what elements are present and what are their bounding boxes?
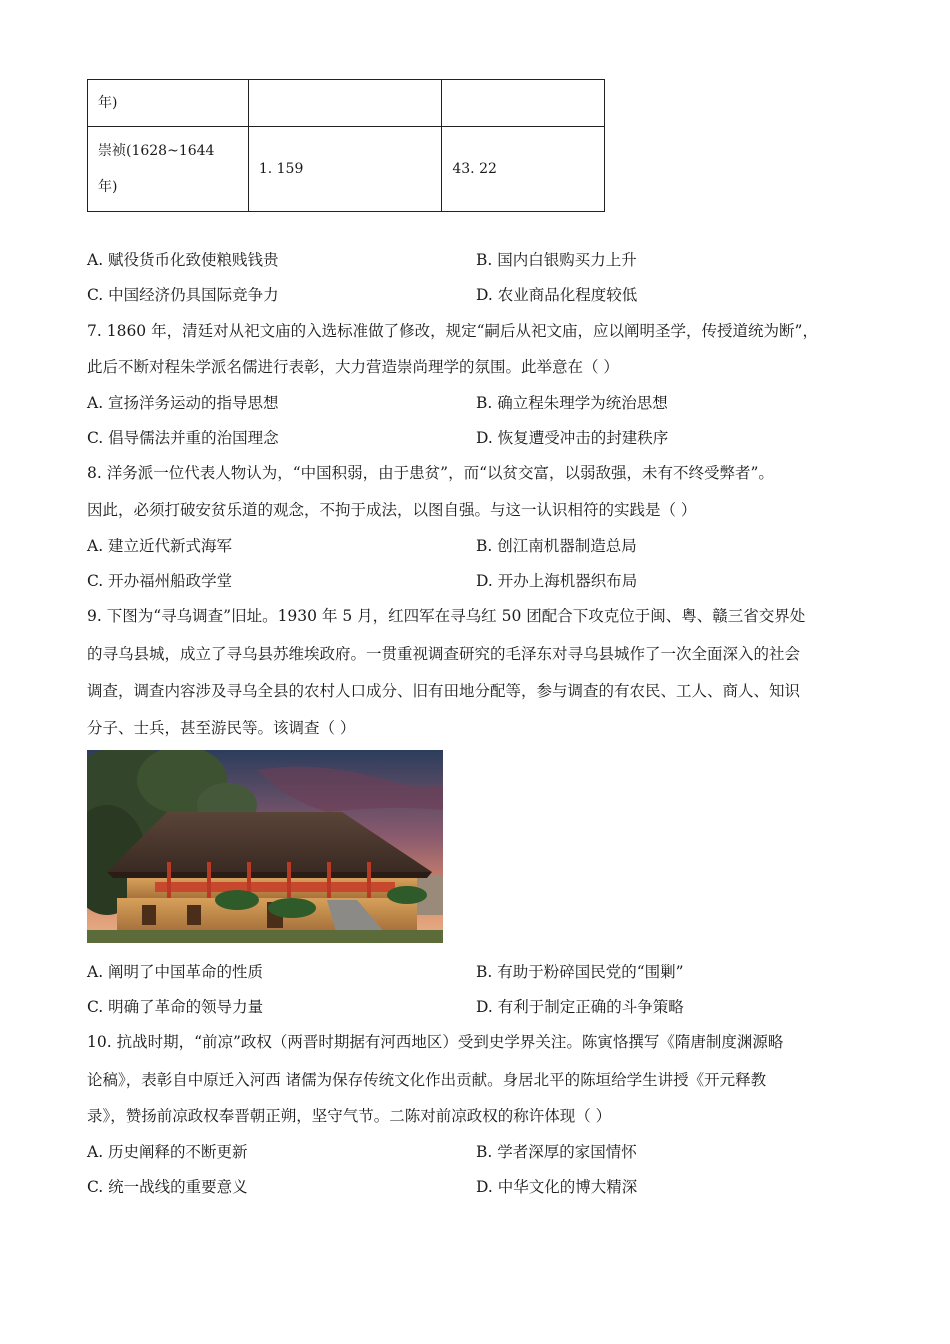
q6-option-d[interactable]: D. 农业商品化程度较低 [476, 286, 638, 304]
q7-stem-line: 此后不断对程朱学派名儒进行表彰，大力营造崇尚理学的氛围。此举意在（ ） [87, 358, 619, 376]
q10-option-d[interactable]: D. 中华文化的博大精深 [476, 1178, 638, 1196]
q10-option-b[interactable]: B. 学者深厚的家国情怀 [476, 1143, 637, 1161]
q8-option-a[interactable]: A. 建立近代新式海军 [87, 537, 233, 555]
table-cell-period [88, 127, 249, 212]
data-table [87, 79, 605, 212]
q7-stem-line: 7. 1860 年，清廷对从祀文庙的入选标准做了修改，规定“嗣后从祀文庙，应以阐明圣学，传授道统为断”， [87, 322, 818, 340]
q8-stem-line: 8. 洋务派一位代表人物认为，“中国积弱，由于患贫”，而“以贫交富，以弱敌强，未有不终受弊者”。 [87, 464, 774, 482]
q10-stem-line: 录》，赞扬前凉政权奉晋朝正朔，坚守气节。二陈对前凉政权的称许体现（ ） [87, 1107, 612, 1125]
q8-option-d[interactable]: D. 开办上海机器织布局 [476, 572, 638, 590]
q7-option-c[interactable]: C. 倡导儒法并重的治国理念 [87, 429, 279, 447]
q8-option-c[interactable]: C. 开办福州船政学堂 [87, 572, 233, 590]
q9-option-a[interactable]: A. 阐明了中国革命的性质 [87, 963, 264, 981]
q6-option-a[interactable]: A. 赋役货币化致使粮贱钱贵 [87, 251, 279, 269]
q8-option-b[interactable]: B. 创江南机器制造总局 [476, 537, 637, 555]
table-row [88, 80, 605, 127]
q9-option-c[interactable]: C. 明确了革命的领导力量 [87, 998, 264, 1016]
q6-option-b[interactable]: B. 国内白银购买力上升 [476, 251, 637, 269]
q7-option-a[interactable]: A. 宣扬洋务运动的指导思想 [87, 394, 279, 412]
q7-option-d[interactable]: D. 恢复遭受冲击的封建秩序 [476, 429, 669, 447]
xunwu-survey-site-photo [87, 750, 443, 943]
table-row [88, 127, 605, 212]
q9-stem-line: 9. 下图为“寻乌调查”旧址。1930 年 5 月，红四军在寻乌红 50 团配合下攻克位于闽、粤、赣三省交界处 [87, 607, 806, 625]
q9-option-d[interactable]: D. 有利于制定正确的斗争策略 [476, 998, 684, 1016]
q10-option-c[interactable]: C. 统一战线的重要意义 [87, 1178, 248, 1196]
period-line-1: 崇祯(1628~1644 [98, 143, 215, 159]
q7-option-b[interactable]: B. 确立程朱理学为统治思想 [476, 394, 668, 412]
q6-option-c[interactable]: C. 中国经济仍具国际竞争力 [87, 286, 279, 304]
table-cell: 43. 22 [442, 127, 605, 212]
table-cell [248, 80, 442, 127]
q10-option-a[interactable]: A. 历史阐释的不断更新 [87, 1143, 248, 1161]
q9-stem-line: 调查，调查内容涉及寻乌全县的农村人口成分、旧有田地分配等，参与调查的有农民、工人、商人、知识 [87, 682, 801, 700]
table-cell: 1. 159 [248, 127, 442, 212]
q10-stem-line: 10. 抗战时期，“前凉”政权（两晋时期据有河西地区）受到史学界关注。陈寅恪撰写《隋唐制度渊源略 [87, 1033, 784, 1051]
q10-stem-line: 论稿》，表彰自中原迁入河西 诸儒为保存传统文化作出贡献。身居北平的陈垣给学生讲授《开元释教 [87, 1071, 767, 1089]
q9-stem-line: 分子、士兵，甚至游民等。该调查（ ） [87, 719, 356, 737]
table-cell [442, 80, 605, 127]
building-illustration [87, 750, 443, 943]
q8-stem-line: 因此，必须打破安贫乐道的观念，不拘于成法，以图自强。与这一认识相符的实践是（ ） [87, 501, 697, 519]
period-line-2: 年) [98, 179, 118, 195]
q9-option-b[interactable]: B. 有助于粉碎国民党的“围剿” [476, 963, 684, 981]
table-cell: 年) [88, 80, 249, 127]
q9-stem-line: 的寻乌县城，成立了寻乌县苏维埃政府。一贯重视调查研究的毛泽东对寻乌县城作了一次全面深入的社会 [87, 645, 801, 663]
